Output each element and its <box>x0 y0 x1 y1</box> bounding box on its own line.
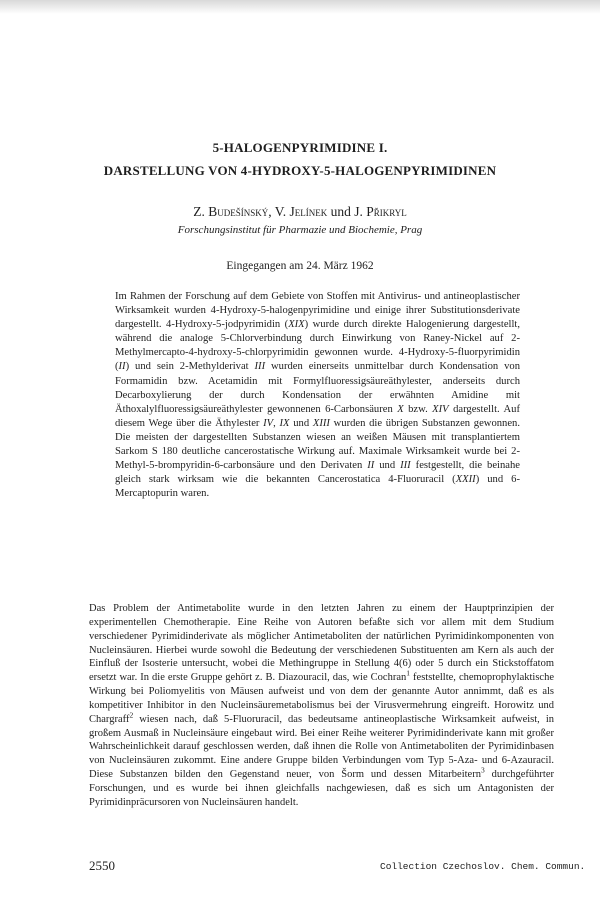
reference-superscript: 1 <box>406 668 410 678</box>
author-line <box>0 204 600 220</box>
body-paragraph <box>89 602 554 810</box>
body-text: durchgeführter Forschungen, und es wurde bei ihnen gleichfalls nachgewiesen, daß es sich um Antagonisten der Pyrimidinpräcursoren von Nucleinsäuren handelt. <box>89 769 555 808</box>
author-3-name: Přikryl <box>366 204 407 219</box>
compound-ref: II <box>118 361 126 373</box>
body-text: Das Problem der Antimetabolite wurde in den letzten Jahren zu einem der Hauptprinzipien der experimentellen Chemotherapie. Eine Reihe von Autoren befaßte sich vor allem mit dem Studium verschiedener Pyrimidinderivate als möglicher Antimetaboliten der natürlichen Pyrimidinkomponenten von Nucleinsäuren. Hierbei wurde sowohl die Bedeutung der verschiedenen Substituenten am Kern als auch der Einfluß der Isosterie untersucht, wobei die Methingruppe in Stellung 4(6) oder 5 durch ein Stickstoffatom ersetzt war. In die erste Gruppe gehört z. B. Diazouracil, das, wie Cochran <box>89 603 554 684</box>
paper-title-line-1: 5-HALOGENPYRIMIDINE I. <box>212 140 388 155</box>
paper-title-line-2: DARSTELLUNG VON 4-HYDROXY-5-HALOGENPYRIMIDINEN <box>103 163 497 178</box>
abstract-text: und <box>374 460 401 472</box>
compound-ref: II <box>367 460 375 472</box>
abstract <box>115 290 520 501</box>
author-separator-1: , V. <box>268 204 290 219</box>
scan-top-edge <box>0 0 600 14</box>
abstract-text: Im Rahmen der Forschung auf dem Gebiete von Stoffen mit Antivirus- und antineoplastischer Wirksamkeit wurden 4-Hydroxy-5-halogenpyrimidine und einige ihrer Substitutionsderivate dargestellt. 4-Hydroxy-5-jodpyrimidin ( <box>115 291 520 331</box>
author-1-name: Budešínský <box>208 204 269 219</box>
compound-ref: IX <box>279 417 290 429</box>
abstract-text: ) wurde durch direkte Halogenierung dargestellt, während die analoge 5-Chlorverbindung durch Einwirkung von Raney-Nickel auf 2-Methylmercapto-4-hydroxy-5-chlorpyrimidin gewonnen wurde. 4-Hydroxy-5-fluorpyrimidin ( <box>115 319 520 373</box>
compound-ref: III <box>254 361 266 373</box>
abstract-text: ) und sein 2-Methylderivat <box>125 361 255 373</box>
body-text: wiesen nach, daß 5-Fluoruracil, das bedeutsame antineoplastische Wirksamkeit aufweist, in großem Ausmaß in Nucleinsäure eingebaut wird. Bei einer Reihe weiterer Pyrimidinderivate kann mit großer Wahrscheinlichkeit darauf geschlossen werden, daß ihnen die Rolle von Antimetaboliten der Pyrimidinbasen von Nucleinsäuren zukommt. Eine andere Gruppe bilden Verbindungen vom Typ 5-Aza- und 6-Azauracil. Diese Substanzen bilden den Gegenstand neuer, von Šorm und dessen Mitarbeitern <box>89 713 554 781</box>
abstract-text: und <box>289 417 313 429</box>
author-separator-2: und J. <box>327 204 367 219</box>
compound-ref: IV <box>263 417 274 429</box>
body-text: feststellte, chemoprophylaktische Wirkung bei Poliomyelitis von Mäusen aufweist und von dem der genannte Autor annimmt, daß es als kompetitiver Inhibitor in den Nucleinsäuremetabolismus bei der Virusvermehrung eingreift. Horowitz und Chargraff <box>89 672 554 725</box>
abstract-text: festgestellt, die beinahe gleich stark wirksam wie die bekannten Cancerostatica 4-Fluoruracil ( <box>115 460 520 486</box>
page-number: 2550 <box>89 858 115 873</box>
received-date: Eingegangen am 24. März 1962 <box>226 260 374 272</box>
affiliation: Forschungsinstitut für Pharmazie und Biochemie, Prag <box>177 224 423 236</box>
author-1-initial: Z. <box>193 204 209 219</box>
abstract-text: bzw. <box>403 403 433 415</box>
abstract-text: , <box>273 417 280 429</box>
compound-ref: X <box>397 403 404 415</box>
compound-ref: XIII <box>312 417 330 429</box>
abstract-text: ) und 6-Mercaptopurin waren. <box>115 474 520 500</box>
abstract-text: dargestellt. Auf diesem Wege über die Äthylester <box>115 403 520 429</box>
compound-ref: XIV <box>432 403 449 415</box>
abstract-text: wurden die übrigen Substanzen gewonnen. Die meisten der dargestellten Substanzen wiesen an weißen Mäusen mit transplantiertem Sarkom S 180 deutliche cancerostatische Wirkung auf. Maximale Wirksamkeit wurde bei 2-Methyl-5-brompyridin-6-carbonsäure und den Derivaten <box>115 417 520 472</box>
compound-ref: XXII <box>455 474 476 486</box>
abstract-text: wurden einerseits unmittelbar durch Kondensation von Formamidin bzw. Acetamidin mit Formylfluoressigsäureäthylester, anderseits durch Decarboxylierung der durch Kondensation der erwähnten Amidine mit Äthoxalylfluoressigsäureäthylester gewonnenen 6-Carbonsäuren <box>115 361 521 415</box>
author-2-name: Jelínek <box>289 204 328 219</box>
reference-superscript: 3 <box>480 765 485 775</box>
compound-ref: III <box>400 460 411 472</box>
compound-ref: XIX <box>288 319 305 331</box>
journal-name: Collection Czechoslov. Chem. Commun. <box>380 861 586 872</box>
reference-superscript: 2 <box>129 710 134 720</box>
